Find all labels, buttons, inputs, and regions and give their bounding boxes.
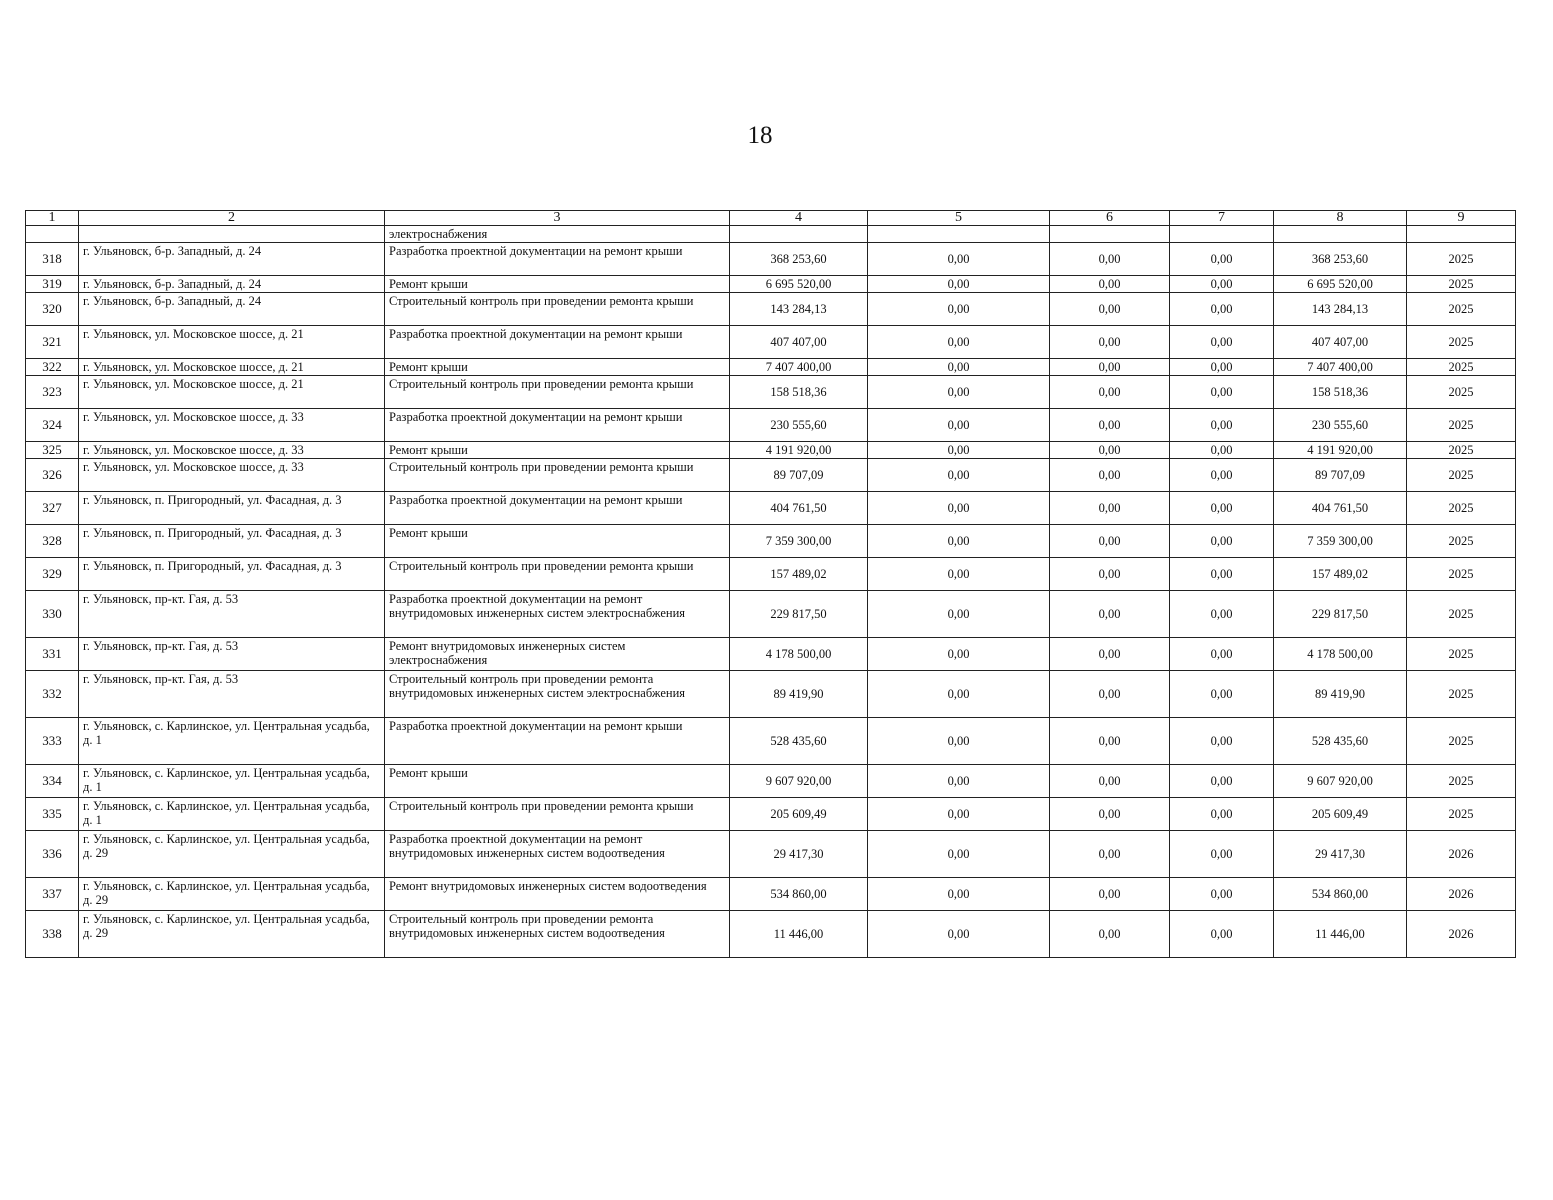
year-cell: 2025 xyxy=(1407,326,1516,359)
address-cell: г. Ульяновск, ул. Московское шоссе, д. 21 xyxy=(79,376,385,409)
column-5-cell: 0,00 xyxy=(868,671,1050,718)
total-cost-cell: 404 761,50 xyxy=(730,492,868,525)
column-number-row xyxy=(26,211,1516,226)
column-6-cell: 0,00 xyxy=(1050,558,1170,591)
works-table-container xyxy=(25,210,1515,958)
column-8-cell: 143 284,13 xyxy=(1274,293,1407,326)
row-number: 329 xyxy=(26,558,79,591)
column-8-cell: 4 178 500,00 xyxy=(1274,638,1407,671)
year-cell: 2026 xyxy=(1407,831,1516,878)
column-6-cell: 0,00 xyxy=(1050,293,1170,326)
total-cost-cell: 9 607 920,00 xyxy=(730,765,868,798)
total-cost-cell: 230 555,60 xyxy=(730,409,868,442)
column-header: 5 xyxy=(868,211,1050,226)
carry-over-empty xyxy=(730,226,868,243)
year-cell: 2026 xyxy=(1407,878,1516,911)
column-6-cell: 0,00 xyxy=(1050,376,1170,409)
total-cost-cell: 4 178 500,00 xyxy=(730,638,868,671)
column-8-cell: 229 817,50 xyxy=(1274,591,1407,638)
table-row xyxy=(26,671,1516,718)
total-cost-cell: 158 518,36 xyxy=(730,376,868,409)
column-7-cell: 0,00 xyxy=(1170,765,1274,798)
row-number: 336 xyxy=(26,831,79,878)
table-row xyxy=(26,326,1516,359)
column-8-cell: 157 489,02 xyxy=(1274,558,1407,591)
column-7-cell: 0,00 xyxy=(1170,525,1274,558)
year-cell: 2025 xyxy=(1407,671,1516,718)
address-cell: г. Ульяновск, ул. Московское шоссе, д. 33 xyxy=(79,409,385,442)
address-cell: г. Ульяновск, п. Пригородный, ул. Фасадная, д. 3 xyxy=(79,525,385,558)
work-type-cell: Строительный контроль при проведении ремонта крыши xyxy=(385,293,730,326)
column-5-cell: 0,00 xyxy=(868,376,1050,409)
column-5-cell: 0,00 xyxy=(868,878,1050,911)
table-row xyxy=(26,718,1516,765)
table-row xyxy=(26,765,1516,798)
table-row xyxy=(26,243,1516,276)
row-number: 320 xyxy=(26,293,79,326)
address-cell: г. Ульяновск, пр-кт. Гая, д. 53 xyxy=(79,638,385,671)
total-cost-cell: 157 489,02 xyxy=(730,558,868,591)
table-row xyxy=(26,558,1516,591)
column-6-cell: 0,00 xyxy=(1050,911,1170,958)
column-7-cell: 0,00 xyxy=(1170,798,1274,831)
carry-over-empty xyxy=(1170,226,1274,243)
column-6-cell: 0,00 xyxy=(1050,671,1170,718)
column-7-cell: 0,00 xyxy=(1170,409,1274,442)
column-5-cell: 0,00 xyxy=(868,911,1050,958)
column-7-cell: 0,00 xyxy=(1170,591,1274,638)
column-6-cell: 0,00 xyxy=(1050,276,1170,293)
total-cost-cell: 7 359 300,00 xyxy=(730,525,868,558)
work-type-cell: Строительный контроль при проведении ремонта крыши xyxy=(385,376,730,409)
work-type-cell: Ремонт внутридомовых инженерных систем водоотведения xyxy=(385,878,730,911)
column-header: 2 xyxy=(79,211,385,226)
total-cost-cell: 143 284,13 xyxy=(730,293,868,326)
column-8-cell: 7 407 400,00 xyxy=(1274,359,1407,376)
total-cost-cell: 89 419,90 xyxy=(730,671,868,718)
total-cost-cell: 7 407 400,00 xyxy=(730,359,868,376)
total-cost-cell: 368 253,60 xyxy=(730,243,868,276)
row-number: 322 xyxy=(26,359,79,376)
column-7-cell: 0,00 xyxy=(1170,459,1274,492)
row-number: 334 xyxy=(26,765,79,798)
work-type-cell: Строительный контроль при проведении ремонта внутридомовых инженерных систем электроснабжения xyxy=(385,671,730,718)
column-header: 8 xyxy=(1274,211,1407,226)
year-cell: 2025 xyxy=(1407,525,1516,558)
column-8-cell: 9 607 920,00 xyxy=(1274,765,1407,798)
row-number: 331 xyxy=(26,638,79,671)
address-cell: г. Ульяновск, ул. Московское шоссе, д. 33 xyxy=(79,442,385,459)
column-5-cell: 0,00 xyxy=(868,359,1050,376)
column-header: 9 xyxy=(1407,211,1516,226)
column-5-cell: 0,00 xyxy=(868,638,1050,671)
column-6-cell: 0,00 xyxy=(1050,765,1170,798)
column-5-cell: 0,00 xyxy=(868,492,1050,525)
column-7-cell: 0,00 xyxy=(1170,376,1274,409)
table-body xyxy=(26,211,1516,958)
work-type-cell: Разработка проектной документации на ремонт внутридомовых инженерных систем электроснабжения xyxy=(385,591,730,638)
page-number: 18 xyxy=(747,122,773,149)
column-6-cell: 0,00 xyxy=(1050,459,1170,492)
total-cost-cell: 229 817,50 xyxy=(730,591,868,638)
year-cell: 2025 xyxy=(1407,718,1516,765)
year-cell: 2025 xyxy=(1407,765,1516,798)
column-8-cell: 230 555,60 xyxy=(1274,409,1407,442)
column-7-cell: 0,00 xyxy=(1170,359,1274,376)
column-8-cell: 404 761,50 xyxy=(1274,492,1407,525)
column-5-cell: 0,00 xyxy=(868,293,1050,326)
table-row xyxy=(26,911,1516,958)
address-cell: г. Ульяновск, с. Карлинское, ул. Центральная усадьба, д. 29 xyxy=(79,831,385,878)
column-5-cell: 0,00 xyxy=(868,765,1050,798)
address-cell: г. Ульяновск, п. Пригородный, ул. Фасадная, д. 3 xyxy=(79,492,385,525)
table-row xyxy=(26,798,1516,831)
column-5-cell: 0,00 xyxy=(868,798,1050,831)
works-table xyxy=(25,210,1516,958)
total-cost-cell: 6 695 520,00 xyxy=(730,276,868,293)
column-7-cell: 0,00 xyxy=(1170,718,1274,765)
year-cell: 2025 xyxy=(1407,459,1516,492)
table-row xyxy=(26,442,1516,459)
table-row xyxy=(26,293,1516,326)
column-6-cell: 0,00 xyxy=(1050,409,1170,442)
row-number: 327 xyxy=(26,492,79,525)
work-type-cell: Разработка проектной документации на ремонт крыши xyxy=(385,243,730,276)
year-cell: 2025 xyxy=(1407,492,1516,525)
work-type-cell: Ремонт крыши xyxy=(385,276,730,293)
column-8-cell: 6 695 520,00 xyxy=(1274,276,1407,293)
row-number: 330 xyxy=(26,591,79,638)
year-cell: 2025 xyxy=(1407,293,1516,326)
column-5-cell: 0,00 xyxy=(868,525,1050,558)
column-5-cell: 0,00 xyxy=(868,409,1050,442)
work-type-cell: Строительный контроль при проведении ремонта крыши xyxy=(385,798,730,831)
address-cell: г. Ульяновск, б-р. Западный, д. 24 xyxy=(79,293,385,326)
work-type-cell: Ремонт крыши xyxy=(385,765,730,798)
work-type-cell: Строительный контроль при проведении ремонта крыши xyxy=(385,558,730,591)
column-5-cell: 0,00 xyxy=(868,831,1050,878)
row-number: 328 xyxy=(26,525,79,558)
work-type-cell: Строительный контроль при проведении ремонта внутридомовых инженерных систем водоотведения xyxy=(385,911,730,958)
column-6-cell: 0,00 xyxy=(1050,878,1170,911)
table-row xyxy=(26,276,1516,293)
work-type-cell: Ремонт крыши xyxy=(385,442,730,459)
column-8-cell: 528 435,60 xyxy=(1274,718,1407,765)
row-number: 323 xyxy=(26,376,79,409)
column-6-cell: 0,00 xyxy=(1050,798,1170,831)
year-cell: 2025 xyxy=(1407,591,1516,638)
column-6-cell: 0,00 xyxy=(1050,638,1170,671)
column-6-cell: 0,00 xyxy=(1050,359,1170,376)
column-header: 7 xyxy=(1170,211,1274,226)
work-type-cell: Разработка проектной документации на ремонт внутридомовых инженерных систем водоотведения xyxy=(385,831,730,878)
total-cost-cell: 528 435,60 xyxy=(730,718,868,765)
column-6-cell: 0,00 xyxy=(1050,718,1170,765)
column-7-cell: 0,00 xyxy=(1170,671,1274,718)
row-number: 319 xyxy=(26,276,79,293)
column-6-cell: 0,00 xyxy=(1050,326,1170,359)
column-8-cell: 534 860,00 xyxy=(1274,878,1407,911)
row-number: 335 xyxy=(26,798,79,831)
column-7-cell: 0,00 xyxy=(1170,558,1274,591)
row-number: 321 xyxy=(26,326,79,359)
year-cell: 2025 xyxy=(1407,558,1516,591)
row-number: 326 xyxy=(26,459,79,492)
row-number: 333 xyxy=(26,718,79,765)
row-number: 324 xyxy=(26,409,79,442)
column-6-cell: 0,00 xyxy=(1050,831,1170,878)
column-8-cell: 29 417,30 xyxy=(1274,831,1407,878)
work-type-cell: Ремонт крыши xyxy=(385,359,730,376)
total-cost-cell: 534 860,00 xyxy=(730,878,868,911)
column-8-cell: 89 707,09 xyxy=(1274,459,1407,492)
work-type-cell: Ремонт внутридомовых инженерных систем электроснабжения xyxy=(385,638,730,671)
total-cost-cell: 4 191 920,00 xyxy=(730,442,868,459)
row-number: 337 xyxy=(26,878,79,911)
column-7-cell: 0,00 xyxy=(1170,243,1274,276)
address-cell: г. Ульяновск, п. Пригородный, ул. Фасадная, д. 3 xyxy=(79,558,385,591)
column-6-cell: 0,00 xyxy=(1050,525,1170,558)
column-7-cell: 0,00 xyxy=(1170,911,1274,958)
row-number: 332 xyxy=(26,671,79,718)
total-cost-cell: 205 609,49 xyxy=(730,798,868,831)
table-row xyxy=(26,878,1516,911)
total-cost-cell: 407 407,00 xyxy=(730,326,868,359)
work-type-cell: Разработка проектной документации на ремонт крыши xyxy=(385,718,730,765)
total-cost-cell: 89 707,09 xyxy=(730,459,868,492)
column-8-cell: 368 253,60 xyxy=(1274,243,1407,276)
table-row xyxy=(26,831,1516,878)
table-row xyxy=(26,359,1516,376)
work-type-cell: Ремонт крыши xyxy=(385,525,730,558)
address-cell: г. Ульяновск, с. Карлинское, ул. Центральная усадьба, д. 1 xyxy=(79,718,385,765)
carry-over-empty xyxy=(868,226,1050,243)
column-6-cell: 0,00 xyxy=(1050,442,1170,459)
column-5-cell: 0,00 xyxy=(868,558,1050,591)
column-header: 4 xyxy=(730,211,868,226)
column-6-cell: 0,00 xyxy=(1050,492,1170,525)
column-7-cell: 0,00 xyxy=(1170,442,1274,459)
column-8-cell: 89 419,90 xyxy=(1274,671,1407,718)
column-7-cell: 0,00 xyxy=(1170,878,1274,911)
address-cell: г. Ульяновск, пр-кт. Гая, д. 53 xyxy=(79,671,385,718)
year-cell: 2025 xyxy=(1407,442,1516,459)
work-type-cell: Строительный контроль при проведении ремонта крыши xyxy=(385,459,730,492)
address-cell: г. Ульяновск, ул. Московское шоссе, д. 21 xyxy=(79,326,385,359)
column-7-cell: 0,00 xyxy=(1170,831,1274,878)
year-cell: 2025 xyxy=(1407,376,1516,409)
year-cell: 2026 xyxy=(1407,911,1516,958)
carry-over-empty xyxy=(1050,226,1170,243)
carry-over-empty xyxy=(79,226,385,243)
column-5-cell: 0,00 xyxy=(868,276,1050,293)
column-8-cell: 158 518,36 xyxy=(1274,376,1407,409)
total-cost-cell: 11 446,00 xyxy=(730,911,868,958)
column-8-cell: 407 407,00 xyxy=(1274,326,1407,359)
column-5-cell: 0,00 xyxy=(868,459,1050,492)
column-header: 6 xyxy=(1050,211,1170,226)
year-cell: 2025 xyxy=(1407,359,1516,376)
carry-over-empty xyxy=(1274,226,1407,243)
work-type-cell: Разработка проектной документации на ремонт крыши xyxy=(385,409,730,442)
address-cell: г. Ульяновск, б-р. Западный, д. 24 xyxy=(79,243,385,276)
total-cost-cell: 29 417,30 xyxy=(730,831,868,878)
year-cell: 2025 xyxy=(1407,638,1516,671)
column-8-cell: 11 446,00 xyxy=(1274,911,1407,958)
column-6-cell: 0,00 xyxy=(1050,243,1170,276)
column-5-cell: 0,00 xyxy=(868,243,1050,276)
column-7-cell: 0,00 xyxy=(1170,326,1274,359)
address-cell: г. Ульяновск, пр-кт. Гая, д. 53 xyxy=(79,591,385,638)
carry-over-row xyxy=(26,226,1516,243)
table-row xyxy=(26,525,1516,558)
carry-over-empty xyxy=(1407,226,1516,243)
column-5-cell: 0,00 xyxy=(868,442,1050,459)
table-row xyxy=(26,376,1516,409)
column-header: 3 xyxy=(385,211,730,226)
table-row xyxy=(26,492,1516,525)
address-cell: г. Ульяновск, с. Карлинское, ул. Центральная усадьба, д. 1 xyxy=(79,798,385,831)
address-cell: г. Ульяновск, ул. Московское шоссе, д. 21 xyxy=(79,359,385,376)
column-7-cell: 0,00 xyxy=(1170,276,1274,293)
table-row xyxy=(26,638,1516,671)
row-number: 338 xyxy=(26,911,79,958)
year-cell: 2025 xyxy=(1407,409,1516,442)
address-cell: г. Ульяновск, ул. Московское шоссе, д. 33 xyxy=(79,459,385,492)
table-row xyxy=(26,409,1516,442)
column-7-cell: 0,00 xyxy=(1170,638,1274,671)
column-7-cell: 0,00 xyxy=(1170,492,1274,525)
column-header: 1 xyxy=(26,211,79,226)
column-7-cell: 0,00 xyxy=(1170,293,1274,326)
address-cell: г. Ульяновск, с. Карлинское, ул. Центральная усадьба, д. 29 xyxy=(79,911,385,958)
year-cell: 2025 xyxy=(1407,243,1516,276)
work-type-cell: Разработка проектной документации на ремонт крыши xyxy=(385,492,730,525)
year-cell: 2025 xyxy=(1407,276,1516,293)
work-type-cell: Разработка проектной документации на ремонт крыши xyxy=(385,326,730,359)
table-row xyxy=(26,459,1516,492)
table-row xyxy=(26,591,1516,638)
carry-over-empty xyxy=(26,226,79,243)
address-cell: г. Ульяновск, с. Карлинское, ул. Центральная усадьба, д. 29 xyxy=(79,878,385,911)
column-6-cell: 0,00 xyxy=(1050,591,1170,638)
row-number: 325 xyxy=(26,442,79,459)
column-5-cell: 0,00 xyxy=(868,326,1050,359)
column-8-cell: 4 191 920,00 xyxy=(1274,442,1407,459)
address-cell: г. Ульяновск, б-р. Западный, д. 24 xyxy=(79,276,385,293)
column-5-cell: 0,00 xyxy=(868,718,1050,765)
year-cell: 2025 xyxy=(1407,798,1516,831)
row-number: 318 xyxy=(26,243,79,276)
column-5-cell: 0,00 xyxy=(868,591,1050,638)
column-8-cell: 7 359 300,00 xyxy=(1274,525,1407,558)
column-8-cell: 205 609,49 xyxy=(1274,798,1407,831)
address-cell: г. Ульяновск, с. Карлинское, ул. Центральная усадьба, д. 1 xyxy=(79,765,385,798)
carry-over-text: электроснабжения xyxy=(385,226,730,243)
